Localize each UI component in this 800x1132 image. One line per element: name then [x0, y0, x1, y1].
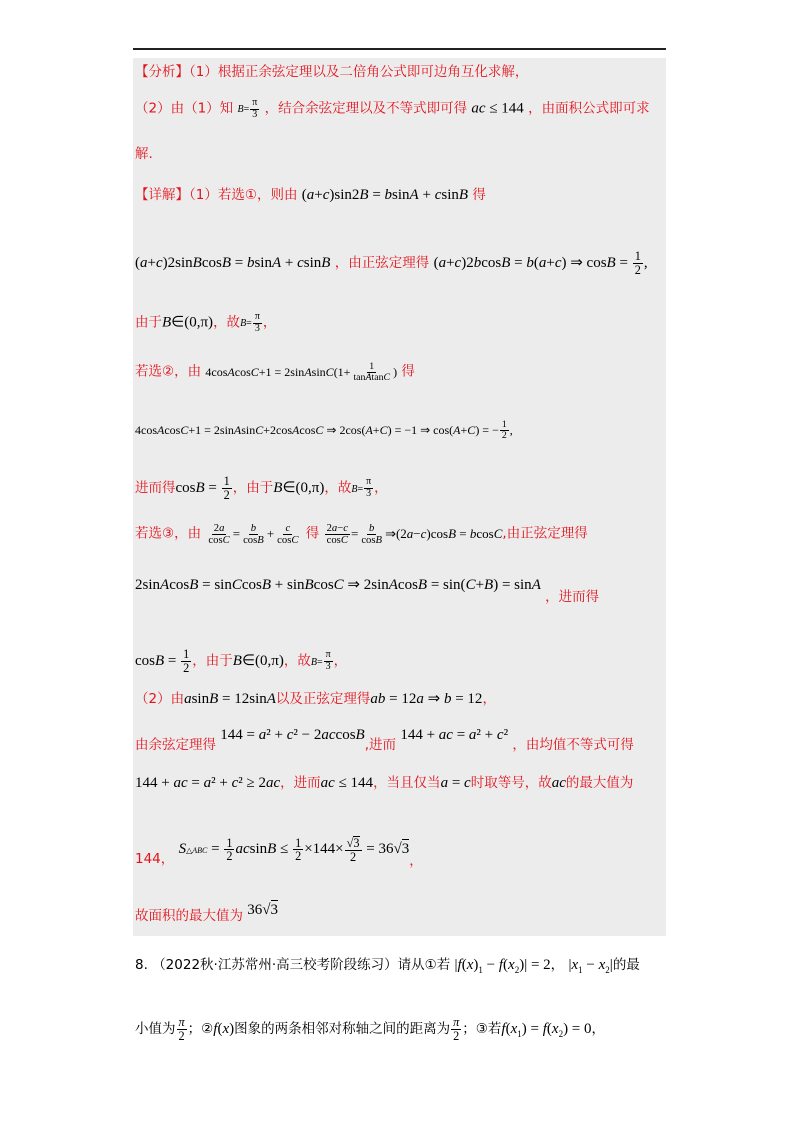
formula-b-pi-3-2: B= $\frac{\pi}{3}$ [351, 476, 372, 499]
formula-b-12: ab = 12a ⇒ b = 12 [370, 691, 483, 707]
question-line-1 [135, 956, 640, 976]
part2-text: （2）由 [135, 691, 185, 707]
header-rule [133, 48, 666, 50]
analysis-line-2 [135, 98, 650, 120]
detail-line-5 [135, 420, 513, 442]
by-cos-text: 由余弦定理得 [135, 737, 216, 753]
part2b-text: 以及正弦定理得 [275, 691, 371, 707]
formula-ac-le-144-2: ac ≤ 144 [320, 775, 374, 791]
detail-line-9: cosB = $\frac{1}{2}$ ，由于B∈(0,π)，故B= $\frac{\pi}{3}$ ， [135, 647, 348, 675]
formula-cosb-half-3: cosB = $\frac{1}{2}$ [135, 647, 190, 675]
formula-b-range-3: B∈(0,π) [232, 652, 284, 669]
then-get2-text: ，进而得 [545, 589, 600, 605]
formula-pi-2: $\frac{\pi}{2}$ [178, 1015, 185, 1043]
then-text: ,进而 [364, 737, 397, 753]
de-text: 得 [472, 187, 486, 203]
formula-ac: ac [551, 775, 566, 791]
analysis-line-1 [135, 64, 528, 80]
question-t4: ；② [187, 1020, 214, 1037]
detail-tag: 【详解】 [135, 187, 189, 203]
de-text-3: 得 [305, 525, 320, 542]
question-t6: ；③若 [462, 1020, 502, 1037]
max-is-text: 的最大值为 [565, 775, 634, 791]
analysis-text-2b: ，结合余弦定理以及不等式即可得 [264, 100, 468, 117]
detail-line-7 [135, 523, 588, 546]
formula-condition-2: 4cosAcosC+1 = 2sinAsinC(1+ $\frac{1}{\text{tanAtanC}}$ ) [205, 361, 398, 384]
question-source: （2022秋·江苏常州·高三校考阶段练习）请从①若 [152, 957, 451, 973]
choose2-text: 若选②，由 [135, 363, 202, 380]
therefore-text-2: ，故 [324, 479, 352, 496]
analysis-text-2a: （2）由（1）知 [135, 100, 234, 117]
detail-line-12 [135, 774, 633, 792]
formula-expand-1: (a+c)2sinBcosB = bsinA + csinB [135, 254, 331, 271]
analysis-text-2c: ，由面积公式即可求 [528, 100, 650, 117]
question-number: 8. [135, 957, 148, 973]
formula-ac-le-144: ac ≤ 144 [471, 100, 524, 117]
detail-line-6: 进而得cosB = $\frac{1}{2}$ ，由于B∈(0,π)，故B= $\frac{\pi}{3}$ ， [135, 474, 388, 502]
formula-fx: f(x) [213, 1020, 235, 1037]
question-t3: 小值为 [135, 1020, 176, 1037]
since2-text: ，由于 [232, 479, 274, 496]
detail-line-3: 由于B∈(0,π)，故B= $\frac{\pi}{3}$ ， [135, 311, 277, 334]
therefore-text-3: ，故 [283, 652, 311, 669]
formula-sine-sum: 2sinAcosB = sinCcosB + sinBcosC ⇒ 2sinAcosB = sin(C+B) = sinA [135, 577, 541, 593]
formula-b-eq-pi-3: B= $\frac{\pi}{3}$ [237, 97, 258, 120]
question-line-2 [135, 1016, 605, 1043]
formula-cosb-half-2: cosB = $\frac{1}{2}$ [175, 474, 230, 502]
detail-line-10: （2）由asinB = 12sinA以及正弦定理得ab = 12a ⇒ b = 12， [135, 691, 496, 707]
formula-b-pi-3: B= $\frac{\pi}{3}$ [240, 311, 260, 334]
formula-area: S△ABC = $\frac{1}{2}$ acsinB ≤ $\frac{1}{2}$ ×144× $\frac{√3}{2}$ = 36√3 [178, 835, 410, 864]
formula-b-range-2: B∈(0,π) [273, 479, 325, 496]
formula-expand-2: 4cosAcosC+1 = 2sinAsinC+2cosAcosC ⇒ 2cos(A+C) = −1 ⇒ cos(A+C) = − $\frac{1}{2}$ , [135, 419, 513, 442]
formula-x-diff: $|x_1 - x_2|$ [568, 957, 613, 975]
analysis-line-3: 解. [135, 146, 153, 162]
detail-line-14 [135, 900, 279, 924]
formula-amgm: 144 + ac = a² + c² ≥ 2ac [135, 775, 281, 791]
detail-line-13 [135, 835, 423, 870]
final-text: 故面积的最大值为 [135, 908, 243, 924]
then-get-text: 进而得 [135, 479, 176, 496]
formula-asinb: asinB = 12sinA [184, 691, 276, 707]
formula-144-ac: 144 + ac = a² + c² [400, 727, 509, 743]
formula-condition-1: (a+c)sin2B = bsinA + csinB [301, 187, 469, 203]
formula-expand-3: $\frac{2a-c}{\cos C}$ = $\frac{b}{\cos B}$ ⇒(2a−c)cosB = bcosC [326, 523, 503, 547]
formula-cosb-half: (a+c)2bcosB = b(a+c) ⇒ cosB = $\frac{1}{2}$ , [433, 249, 648, 277]
hence-text: ，进而 [280, 775, 321, 791]
detail-line-2 [135, 250, 648, 277]
question-t7: ， [591, 1020, 606, 1037]
formula-36-sqrt3: 36√3 [247, 902, 279, 918]
analysis-tag: 【分析】 [135, 64, 189, 80]
therefore-text: ，故 [213, 314, 241, 331]
question-t1: ， [550, 957, 565, 973]
choose3-text: 若选③，由 [135, 525, 202, 542]
formula-condition-3: $\frac{2a}{\cos C}$ = $\frac{b}{\cos B}$ + $\frac{c}{\cos C}$ [208, 523, 299, 547]
formula-a-eq-c: a = c [440, 775, 471, 791]
question-t2: 的最 [612, 957, 640, 973]
equality2-text: 时取等号，故 [470, 775, 552, 791]
de-text-2: 得 [401, 363, 415, 380]
detail-line-11 [135, 726, 634, 753]
formula-fx-diff: $|f(x)_1 - f(x_2)| = 2$ [454, 957, 551, 975]
formula-fx-zero: $f(x_1) = f(x_2) = 0$ [501, 1020, 592, 1039]
by-sine2-text: ,由正弦定理得 [502, 525, 588, 542]
choose1-text: （1）若选①，则由 [189, 187, 298, 203]
formula-b-range: B∈(0,π) [162, 314, 214, 331]
analysis-text-1: （1）根据正余弦定理以及二倍角公式即可边角互化求解， [189, 64, 529, 80]
detail-line-8 [135, 576, 600, 605]
question-t5: 图象的两条相邻对称轴之间的距离为 [234, 1020, 451, 1037]
detail-line-4 [135, 362, 415, 384]
comma-text: ， [409, 853, 423, 870]
since3-text: ，由于 [192, 652, 233, 669]
formula-cos-law: 144 = a² + c² − 2accosB [220, 727, 365, 743]
since-text: 由于 [135, 314, 162, 331]
val144-text: 144， [135, 851, 175, 868]
formula-pi-2-b: $\frac{\pi}{2}$ [453, 1015, 460, 1043]
detail-line-1 [135, 186, 486, 204]
formula-b-pi-3-3: B= $\frac{\pi}{3}$ [310, 649, 331, 672]
by-sine-text: ，由正弦定理得 [334, 254, 430, 271]
by-amgm-text: ，由均值不等式可得 [512, 737, 634, 753]
equality-text: ，当且仅当 [373, 775, 441, 791]
